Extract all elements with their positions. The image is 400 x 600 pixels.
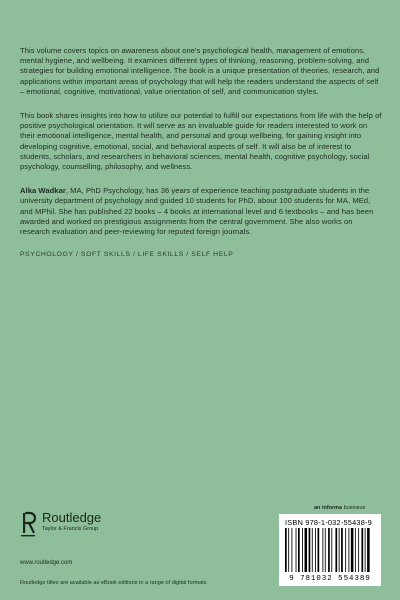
publisher-name: Routledge bbox=[42, 510, 102, 525]
blurb-paragraph-2: This book shares insights into how to utilize our potential to fulfill our expectations from life with the help of positive psychological orientation. It will serve as an invaluable guide for readers interested to work on their emotional intelligence, mental health, and personal and group wellbeing, for gaining insight into developing cognitive, emotional, social, and behavioral aspects of self. It will also be of interest to students, scholars, and researchers in behavioral sciences, mental health, cognitive psychology, social psychology, counselling, philosophy, and wellness. bbox=[20, 111, 382, 172]
author-bio bbox=[20, 186, 382, 237]
informa-business-note bbox=[314, 505, 365, 511]
publisher-group: Taylor & Francis Group bbox=[42, 526, 99, 532]
author-name: Alka Wadkar bbox=[20, 186, 66, 196]
back-cover-text bbox=[20, 46, 382, 258]
routledge-logo-icon bbox=[20, 511, 38, 551]
author-bio-text: , MA, PhD Psychology, has 36 years of experience teaching postgraduate students in the university department of psychology and guided 10 students for PhD, about 100 students for MA, MEd, and MPhil. She has published 22 books – 4 books at international level and 6 textbooks – and has been awarded and worked on prestigious assignments from the central government. She also works on research evaluation and peer-reviewing for reputed foreign journals. bbox=[20, 186, 374, 237]
barcode-digits: 9 781032 554389 bbox=[289, 575, 371, 583]
informa-bold: an informa bbox=[314, 505, 343, 511]
isbn-label: ISBN 978-1-032-55438-9 bbox=[285, 518, 372, 527]
barcode-icon bbox=[285, 528, 375, 576]
subject-categories: PSYCHOLOGY / SOFT SKILLS / LIFE SKILLS / SELF HELP bbox=[20, 251, 234, 259]
ebook-note: Routledge titles are available as eBook editions in a range of digital formats bbox=[20, 580, 207, 586]
publisher-website: www.routledge.com bbox=[20, 560, 73, 566]
publisher-block bbox=[20, 511, 101, 551]
isbn-barcode-box bbox=[279, 514, 381, 586]
informa-rest: business bbox=[342, 505, 366, 511]
blurb-paragraph-1: This volume covers topics on awareness about one's psychological health, management of emotions, mental hygiene, and wellbeing. It examines different types of thinking, reasoning, problem-solving, and strategies for building emotional intelligence. The book is a unique presentation of theories, research, and applications within important areas of psychology that will help the readers understand the aspects of self – emotional, cognitive, motivational, value orientation of self, and communication styles. bbox=[20, 46, 380, 96]
